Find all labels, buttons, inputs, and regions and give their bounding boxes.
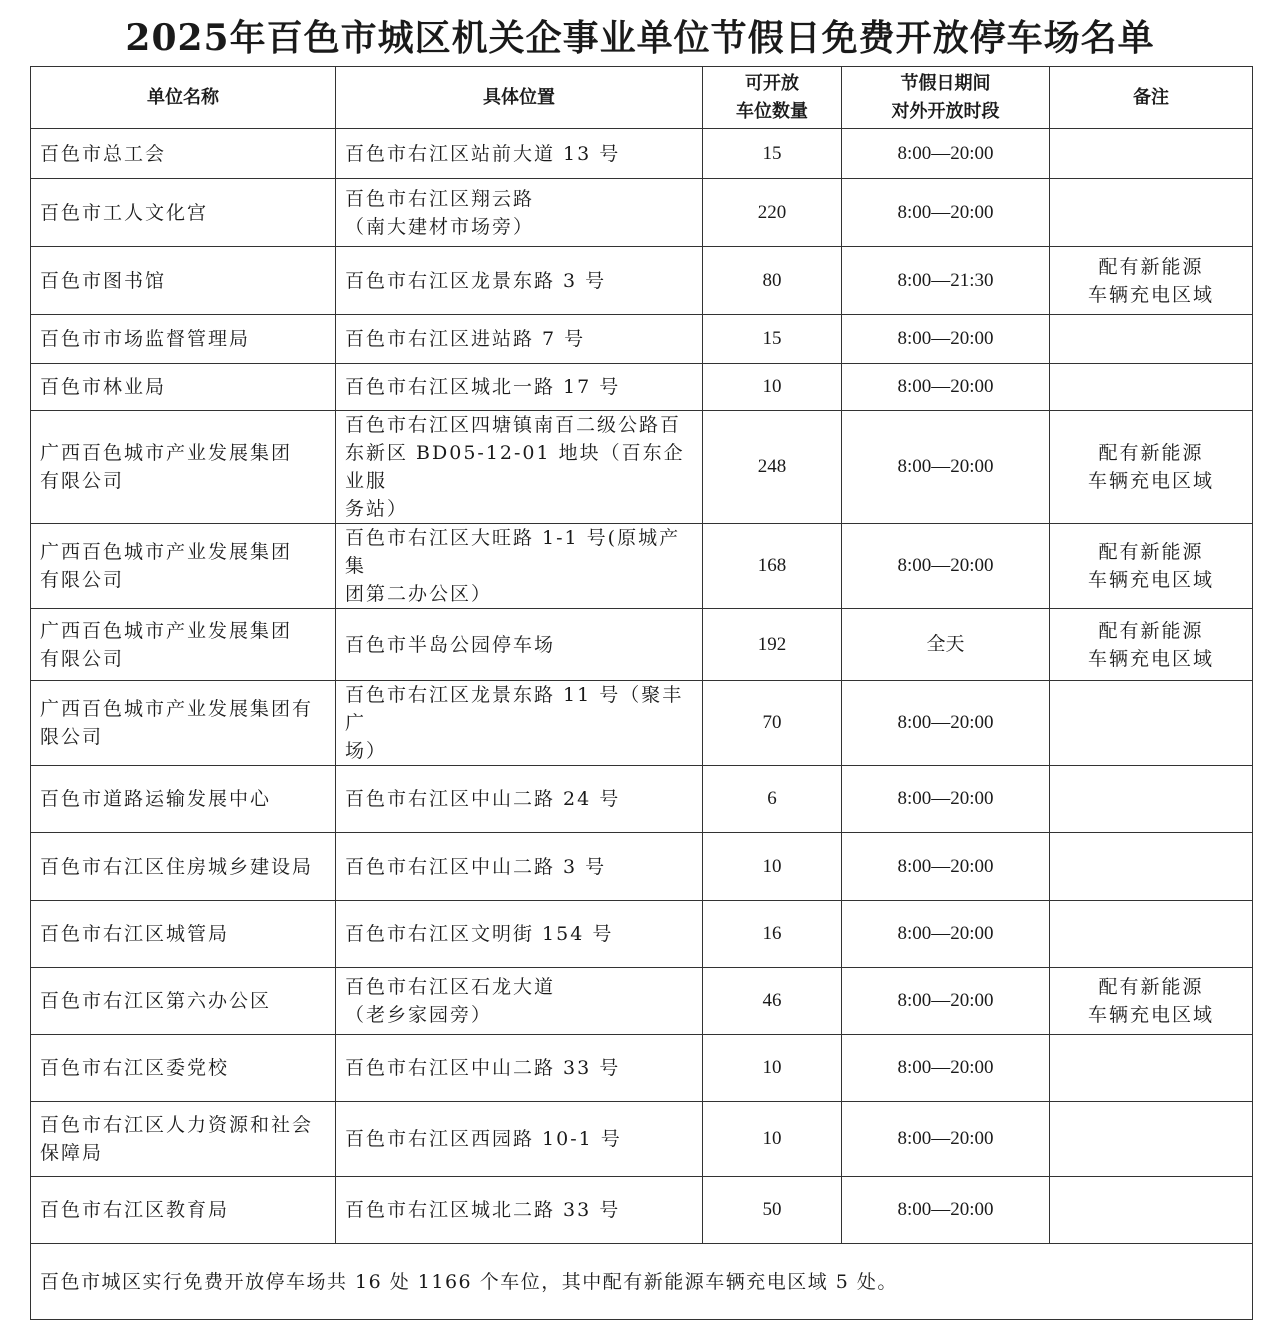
location-cell-line: 百色市右江区文明街 154 号 [345, 923, 614, 945]
unit-name-cell-line: 百色市右江区教育局 [40, 1199, 230, 1221]
remark-cell [1050, 364, 1253, 411]
header-row [31, 67, 1253, 129]
unit-name-cell-line: 广西百色城市产业发展集团 [40, 619, 293, 642]
location-cell-line: 百色市半岛公园停车场 [345, 633, 556, 656]
unit-name-cell [31, 609, 336, 681]
remark-cell [1050, 968, 1253, 1035]
location-cell-line: 东新区 BD05-12-01 地块（百东企业服 [345, 442, 685, 492]
table-row [31, 411, 1253, 524]
location-cell-line: 百色市右江区进站路 7 号 [345, 328, 586, 350]
space-count-cell: 248 [703, 411, 842, 524]
open-hours-cell: 8:00—20:00 [842, 833, 1050, 901]
location-cell-line: 百色市右江区城北二路 33 号 [345, 1199, 621, 1221]
open-hours-cell: 8:00—20:00 [842, 315, 1050, 364]
location-cell [336, 1102, 703, 1177]
location-cell [336, 179, 703, 247]
location-cell [336, 681, 703, 766]
location-cell [336, 1177, 703, 1244]
remark-cell-line: 车辆充电区域 [1087, 283, 1214, 306]
unit-name-cell-line: 百色市右江区委党校 [40, 1057, 230, 1079]
table-row [31, 681, 1253, 766]
remark-cell-line: 车辆充电区域 [1087, 647, 1214, 670]
remark-cell [1050, 247, 1253, 315]
unit-name-cell-line: 广西百色城市产业发展集团有 [40, 698, 314, 720]
table-row [31, 247, 1253, 315]
remark-cell [1050, 1102, 1253, 1177]
table-row [31, 524, 1253, 609]
unit-name-cell-line: 百色市右江区第六办公区 [40, 990, 272, 1012]
open-hours-cell: 8:00—21:30 [842, 247, 1050, 315]
location-cell-line: 百色市右江区四塘镇南百二级公路百 [345, 414, 682, 436]
header-note: 备注 [1050, 67, 1253, 129]
table-row [31, 833, 1253, 901]
open-hours-cell: 8:00—20:00 [842, 129, 1050, 179]
location-cell [336, 968, 703, 1035]
open-hours-cell: 8:00—20:00 [842, 179, 1050, 247]
unit-name-cell [31, 315, 336, 364]
header-name: 单位名称 [31, 67, 336, 129]
table-row [31, 364, 1253, 411]
remark-cell-line: 车辆充电区域 [1087, 1004, 1214, 1026]
table-row [31, 1177, 1253, 1244]
remark-cell [1050, 524, 1253, 609]
table-row [31, 609, 1253, 681]
unit-name-cell-line: 百色市市场监督管理局 [40, 328, 251, 350]
open-hours-cell: 8:00—20:00 [842, 681, 1050, 766]
location-cell [336, 833, 703, 901]
location-cell-line: 百色市右江区中山二路 33 号 [345, 1057, 621, 1079]
remark-cell [1050, 901, 1253, 968]
table-row [31, 968, 1253, 1035]
space-count-cell: 15 [703, 129, 842, 179]
unit-name-cell [31, 1177, 336, 1244]
unit-name-cell [31, 129, 336, 179]
unit-name-cell [31, 364, 336, 411]
location-cell-line: 团第二办公区） [345, 583, 493, 605]
space-count-cell: 168 [703, 524, 842, 609]
remark-cell-line: 配有新能源 [1098, 976, 1204, 998]
space-count-cell: 10 [703, 833, 842, 901]
unit-name-cell-line: 有限公司 [40, 470, 125, 492]
unit-name-cell-line: 有限公司 [40, 647, 125, 670]
remark-cell-line: 车辆充电区域 [1087, 470, 1214, 492]
unit-name-cell [31, 766, 336, 833]
space-count-cell: 50 [703, 1177, 842, 1244]
open-hours-cell: 8:00—20:00 [842, 364, 1050, 411]
table-row [31, 1102, 1253, 1177]
parking-list-table [30, 66, 1253, 1320]
remark-cell [1050, 179, 1253, 247]
header-count-line: 可开放 [745, 72, 799, 94]
unit-name-cell [31, 247, 336, 315]
location-cell-line: 百色市右江区大旺路 1-1 号(原城产集 [345, 527, 681, 577]
space-count-cell: 220 [703, 179, 842, 247]
unit-name-cell-line: 保障局 [40, 1142, 104, 1164]
header-count [703, 67, 842, 129]
unit-name-cell-line: 百色市右江区人力资源和社会 [40, 1114, 314, 1136]
unit-name-cell [31, 1102, 336, 1177]
location-cell [336, 609, 703, 681]
unit-name-cell-line: 百色市工人文化宫 [40, 201, 209, 224]
space-count-cell: 46 [703, 968, 842, 1035]
open-hours-cell: 8:00—20:00 [842, 766, 1050, 833]
header-location: 具体位置 [336, 67, 703, 129]
unit-name-cell [31, 681, 336, 766]
location-cell [336, 247, 703, 315]
remark-cell [1050, 1035, 1253, 1102]
remark-cell [1050, 766, 1253, 833]
location-cell [336, 315, 703, 364]
open-hours-cell: 8:00—20:00 [842, 1102, 1050, 1177]
remark-cell [1050, 833, 1253, 901]
remark-cell [1050, 129, 1253, 179]
space-count-cell: 80 [703, 247, 842, 315]
open-hours-cell: 8:00—20:00 [842, 524, 1050, 609]
remark-cell-line: 配有新能源 [1098, 619, 1204, 642]
location-cell [336, 411, 703, 524]
unit-name-cell [31, 411, 336, 524]
space-count-cell: 10 [703, 1102, 842, 1177]
remark-cell [1050, 315, 1253, 364]
table-row [31, 1035, 1253, 1102]
table-row [31, 901, 1253, 968]
footer-row [31, 1244, 1253, 1320]
location-cell-line: 百色市右江区西园路 10-1 号 [345, 1128, 622, 1150]
remark-cell [1050, 1177, 1253, 1244]
unit-name-cell-line: 百色市右江区住房城乡建设局 [40, 855, 314, 878]
location-cell-line: 百色市右江区中山二路 3 号 [345, 855, 607, 878]
summary-note: 百色市城区实行免费开放停车场共 16 处 1166 个车位，其中配有新能源车辆充电区域 5 处。 [31, 1244, 1253, 1320]
location-cell-line: 百色市右江区翔云路 [345, 187, 535, 210]
header-hours-line: 对外开放时段 [891, 100, 1000, 122]
table-row [31, 766, 1253, 833]
location-cell-line: （南大建材市场旁） [345, 215, 535, 238]
header-hours [842, 67, 1050, 129]
unit-name-cell-line: 限公司 [40, 726, 104, 748]
table-row [31, 129, 1253, 179]
table-row [31, 315, 1253, 364]
open-hours-cell: 全天 [842, 609, 1050, 681]
location-cell-line: （老乡家园旁） [345, 1004, 493, 1026]
space-count-cell: 6 [703, 766, 842, 833]
location-cell [336, 901, 703, 968]
open-hours-cell: 8:00—20:00 [842, 411, 1050, 524]
header-hours-line: 节假日期间 [900, 72, 991, 94]
unit-name-cell-line: 有限公司 [40, 569, 125, 591]
unit-name-cell-line: 百色市道路运输发展中心 [40, 788, 272, 810]
location-cell-line: 百色市右江区石龙大道 [345, 976, 556, 998]
space-count-cell: 192 [703, 609, 842, 681]
remark-cell-line: 配有新能源 [1098, 541, 1204, 563]
remark-cell-line: 配有新能源 [1098, 255, 1204, 278]
space-count-cell: 10 [703, 1035, 842, 1102]
unit-name-cell-line: 百色市林业局 [40, 376, 167, 398]
open-hours-cell: 8:00—20:00 [842, 901, 1050, 968]
unit-name-cell-line: 广西百色城市产业发展集团 [40, 541, 293, 563]
location-cell [336, 524, 703, 609]
location-cell-line: 百色市右江区站前大道 13 号 [345, 142, 621, 165]
open-hours-cell: 8:00—20:00 [842, 968, 1050, 1035]
unit-name-cell [31, 968, 336, 1035]
location-cell-line: 百色市右江区中山二路 24 号 [345, 788, 621, 810]
remark-cell [1050, 411, 1253, 524]
unit-name-cell-line: 百色市图书馆 [40, 269, 167, 292]
space-count-cell: 70 [703, 681, 842, 766]
table-row [31, 179, 1253, 247]
location-cell [336, 1035, 703, 1102]
location-cell [336, 364, 703, 411]
location-cell-line: 百色市右江区龙景东路 3 号 [345, 269, 607, 292]
unit-name-cell-line: 百色市总工会 [40, 142, 167, 165]
location-cell [336, 766, 703, 833]
unit-name-cell-line: 百色市右江区城管局 [40, 923, 230, 945]
unit-name-cell-line: 广西百色城市产业发展集团 [40, 442, 293, 464]
space-count-cell: 10 [703, 364, 842, 411]
location-cell-line: 百色市右江区城北一路 17 号 [345, 376, 621, 398]
unit-name-cell [31, 833, 336, 901]
unit-name-cell [31, 1035, 336, 1102]
remark-cell-line: 车辆充电区域 [1087, 569, 1214, 591]
header-count-line: 车位数量 [736, 100, 808, 122]
space-count-cell: 16 [703, 901, 842, 968]
page-title: 2025年百色市城区机关企事业单位节假日免费开放停车场名单 [125, 17, 1155, 59]
space-count-cell: 15 [703, 315, 842, 364]
location-cell-line: 百色市右江区龙景东路 11 号（聚丰广 [345, 684, 684, 734]
location-cell [336, 129, 703, 179]
open-hours-cell: 8:00—20:00 [842, 1177, 1050, 1244]
remark-cell [1050, 609, 1253, 681]
location-cell-line: 场） [345, 740, 388, 762]
unit-name-cell [31, 901, 336, 968]
location-cell-line: 务站） [345, 498, 409, 520]
unit-name-cell [31, 524, 336, 609]
unit-name-cell [31, 179, 336, 247]
remark-cell-line: 配有新能源 [1098, 442, 1204, 464]
open-hours-cell: 8:00—20:00 [842, 1035, 1050, 1102]
remark-cell [1050, 681, 1253, 766]
